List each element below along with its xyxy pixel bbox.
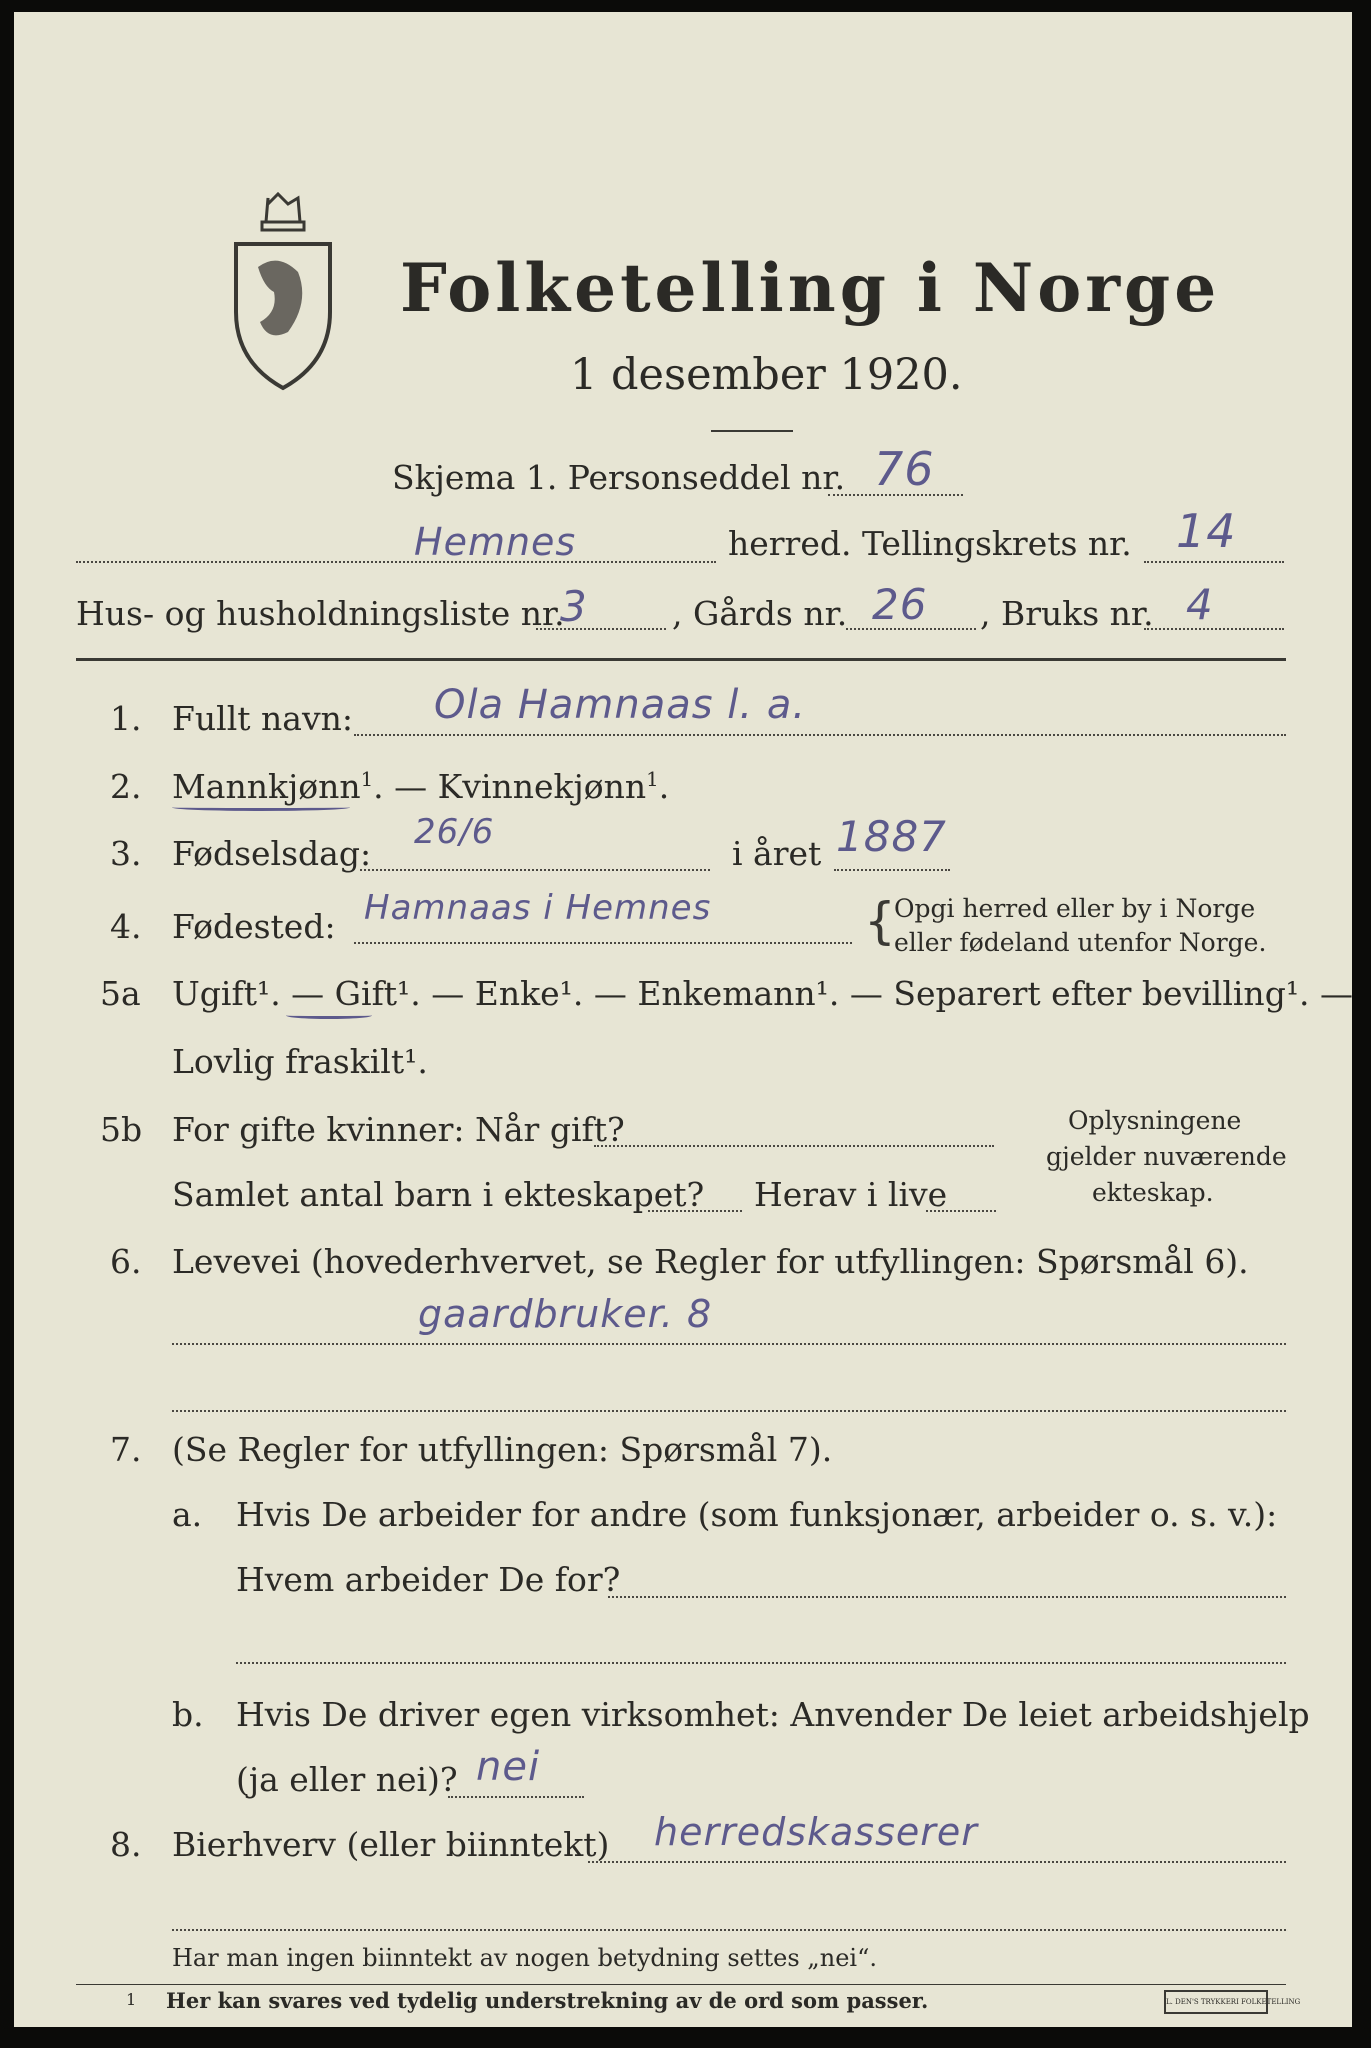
printer-stamp: L. DEN'S TRYKKERI FOLKETELLING [1164,1990,1268,2014]
q1-number: 1. [110,699,142,738]
q8-label: Bierhverv (eller biinntekt) [172,1825,610,1864]
q7b-line1: Hvis De driver egen virksomhet: Anvender De leiet arbeidshjelp [236,1695,1310,1734]
q7a-line1: Hvis De arbeider for andre (som funksjonær, arbeider o. s. v.): [236,1495,1278,1534]
q6-line-2 [172,1410,1286,1412]
q5b-line1: For gifte kvinner: Når gift? [172,1110,625,1149]
q3-number: 3. [110,834,142,873]
q7b-value: nei [476,1744,541,1790]
footnote-mark: 1 [126,1990,137,2009]
q7a-line2: Hvem arbeider De for? [236,1560,621,1599]
hus-nr: 3 [560,582,588,631]
q6-line-1 [172,1343,1286,1345]
q3-year-label: i året [732,834,822,873]
q8-line [588,1861,1286,1863]
q1-value: Ola Hamnaas l. a. [434,682,807,728]
personseddel-nr: 76 [874,442,935,496]
hus-label: Hus- og husholdningsliste nr. [76,594,565,633]
coat-of-arms-icon [228,192,338,392]
q7a-letter: a. [172,1495,203,1534]
q2-underline [172,804,350,811]
gards-label: , Gårds nr. [672,594,848,633]
header-rule [76,658,1286,661]
q5b-married-line [594,1145,994,1147]
bruks-label: , Bruks nr. [980,594,1154,633]
hus-line [536,628,666,630]
herred-line [76,561,716,563]
q5b-children-line [648,1210,742,1212]
q7b-line2: (ja eller nei)? [236,1760,458,1799]
q3-label: Fødselsdag: [172,834,372,873]
q7b-line [448,1796,584,1798]
q7a-line [608,1596,1286,1598]
q5a-options-2: Lovlig fraskilt¹. [172,1042,428,1081]
footer-rule [76,1984,1286,1985]
q5b-line2b: Herav i live [754,1175,948,1214]
q2-option-mann[interactable]: Mannkjønn [172,767,361,806]
q3-year-value: 1887 [836,812,947,861]
q5b-alive-line [926,1210,996,1212]
q4-note-1: Opgi herred eller by i Norge [894,894,1256,923]
q7-label: (Se Regler for utfyllingen: Spørsmål 7). [172,1430,833,1469]
gards-nr: 26 [872,580,928,629]
q4-value: Hamnaas i Hemnes [364,888,712,928]
footer-note: Har man ingen biinntekt av nogen betydning settes „nei“. [172,1944,877,1972]
q8-line-2 [172,1929,1286,1931]
herred-value: Hemnes [414,520,577,564]
bruks-line [1144,628,1284,630]
q8-value: herredskasserer [654,1810,978,1854]
q6-value: gaardbruker. 8 [418,1292,713,1336]
census-form [14,12,1352,2027]
herred-label: herred. Tellingskrets nr. [728,524,1132,563]
q5b-note-3: ekteskap. [1092,1178,1214,1207]
q4-label: Fødested: [172,907,336,946]
q8-number: 8. [110,1825,142,1864]
skjema-label: Skjema 1. Personseddel nr. [392,458,846,497]
q4-note-2: eller fødeland utenfor Norge. [894,928,1267,957]
q2-number: 2. [110,767,142,806]
q4-brace: { [864,892,896,950]
q1-label: Fullt navn: [172,699,353,738]
form-date: 1 desember 1920. [570,350,963,400]
footnote-text: Her kan svares ved tydelig understrekning av de ord som passer. [166,1988,929,2013]
tellingskrets-nr: 14 [1176,504,1237,558]
q4-number: 4. [110,907,142,946]
q5b-line2a: Samlet antal barn i ekteskapet? [172,1175,705,1214]
q7b-letter: b. [172,1695,204,1734]
q5b-note-2: gjelder nuværende [1046,1142,1287,1171]
q3-year-line [834,869,950,871]
q7-number: 7. [110,1430,142,1469]
q5b-number: 5b [100,1110,143,1149]
q1-line [354,734,1286,736]
q5a-underline [286,1012,372,1019]
q4-line [354,942,852,944]
q6-label: Levevei (hovederhvervet, se Regler for utfyllingen: Spørsmål 6). [172,1242,1249,1281]
q2-options: Mannkjønn$^1$. — Kvinnekjønn$^1$. [172,767,670,806]
q7a-line-2 [236,1662,1286,1664]
q5b-note-1: Oplysningene [1068,1106,1242,1135]
q3-day-line [360,869,710,871]
q2-option-kvinne[interactable]: Kvinnekjønn [437,767,647,806]
q6-number: 6. [110,1242,142,1281]
q5a-number: 5a [100,974,141,1013]
q5a-options: Ugift¹. — Gift¹. — Enke¹. — Enkemann¹. — Separert efter bevilling¹. — [172,974,1354,1013]
title-divider [711,430,793,432]
tellingskrets-line [1144,561,1284,563]
form-title: Folketelling i Norge [400,249,1221,327]
q3-day-value: 26/6 [414,812,495,852]
bruks-nr: 4 [1186,580,1214,629]
